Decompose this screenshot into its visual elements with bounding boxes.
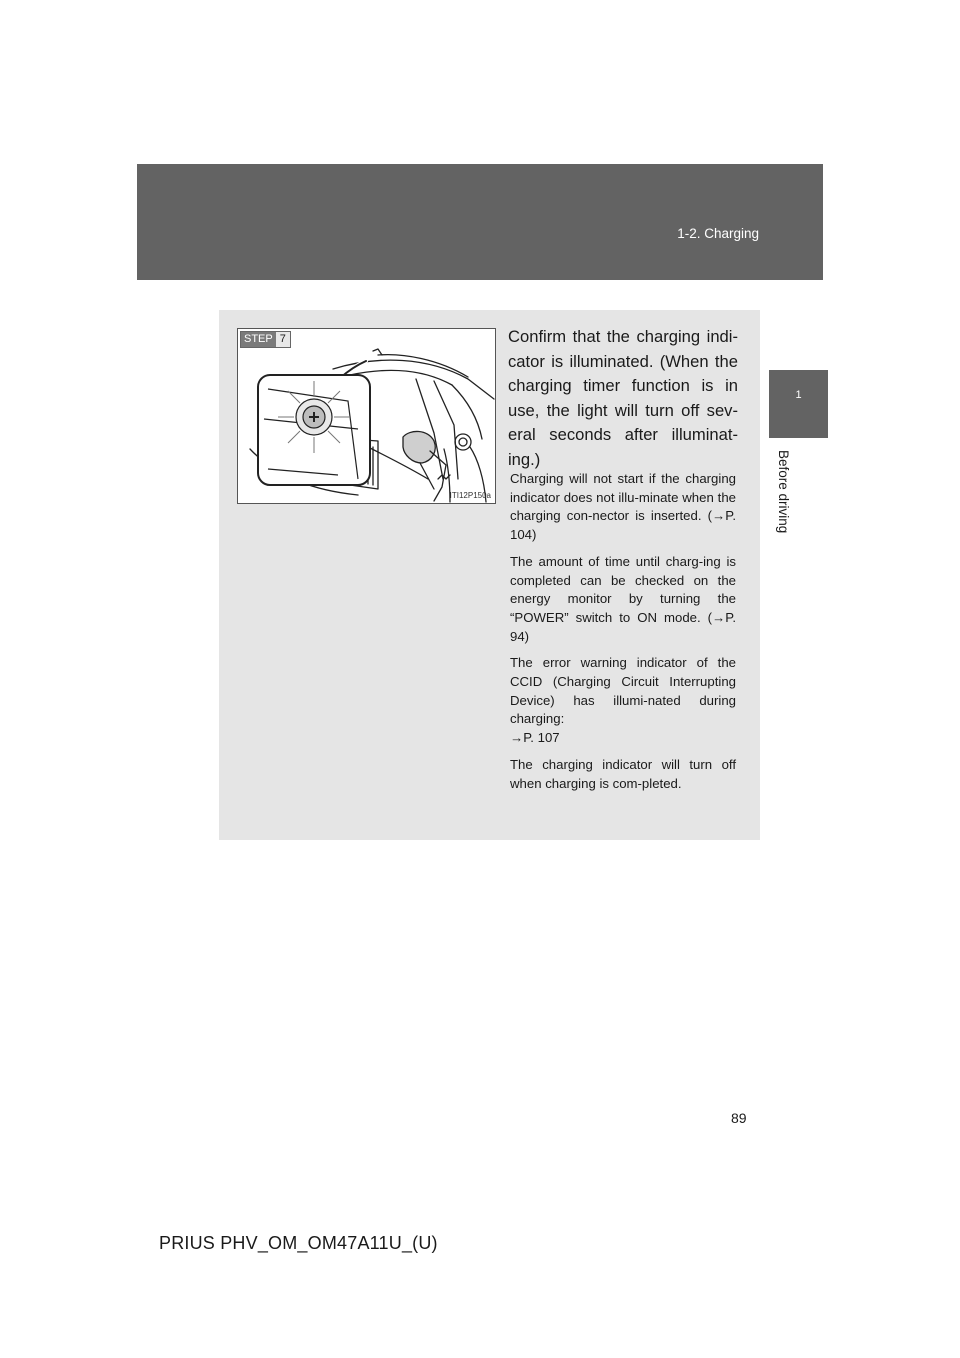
- chapter-label: Before driving: [776, 450, 791, 534]
- chapter-tab: [769, 370, 828, 438]
- page-reference: →P. 107: [510, 730, 560, 746]
- page-number: 89: [731, 1110, 747, 1126]
- chapter-number: 1: [795, 389, 802, 401]
- step-instruction: Confirm that the charging indi-cator is illuminated. (When the charging timer function is in use, the light will turn off sev-eral seconds after illuminat-ing.): [508, 327, 738, 469]
- step-number: 7: [276, 332, 290, 347]
- car-charging-port-illustration: [238, 329, 495, 503]
- step-badge: [240, 331, 291, 348]
- note-item: Charging will not start if the charging indicator does not illu-minate when the charging con-nector is inserted. (→P. 104): [510, 471, 736, 543]
- header-band: [137, 164, 823, 280]
- footer-document-code: PRIUS PHV_OM_OM47A11U_(U): [159, 1233, 438, 1253]
- content-box: [219, 310, 760, 840]
- note-item: [510, 654, 736, 748]
- note-item: The charging indicator will turn off when charging is com-pleted.: [510, 756, 736, 791]
- chapter-label-wrap: [772, 450, 796, 550]
- notes-list: [510, 470, 736, 801]
- note-text: The error warning indicator of the CCID (Charging Circuit Interrupting Device) has illumi-nated during charging:: [510, 655, 736, 727]
- figure-code: ITI12P150a: [449, 491, 491, 500]
- step-word: STEP: [241, 332, 276, 347]
- charging-indicator-figure: [237, 328, 496, 504]
- note-item: The amount of time until charg-ing is completed can be checked on the energy monitor by turning the “POWER” switch to ON mode. (→P. 94): [510, 553, 736, 644]
- section-title: 1-2. Charging: [677, 226, 759, 241]
